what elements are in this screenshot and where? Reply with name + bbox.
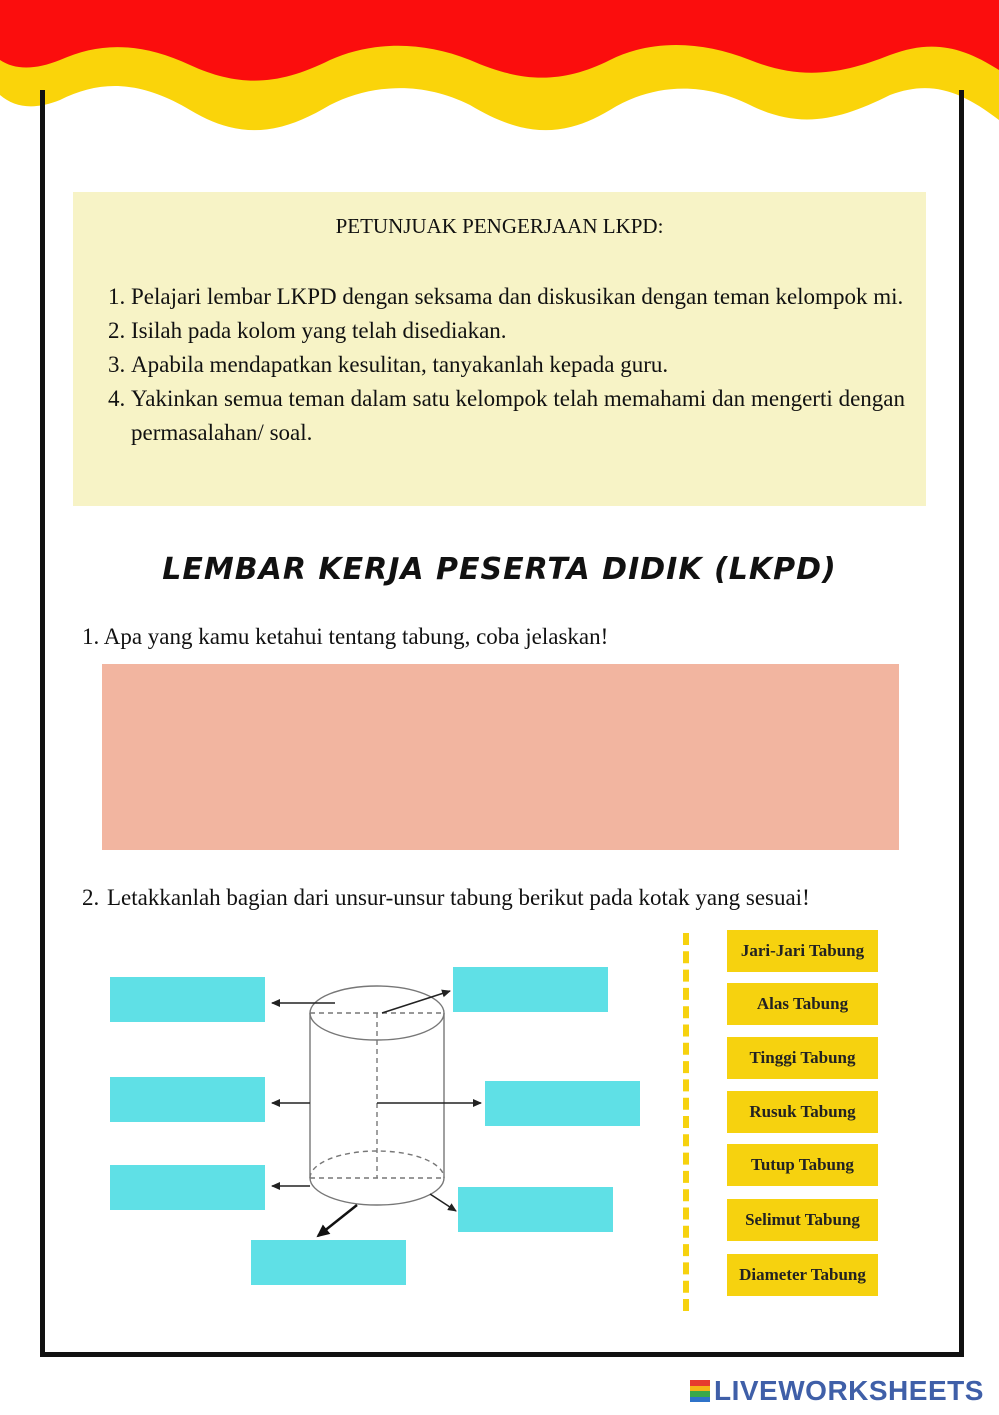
- instruction-text: Pelajari lembar LKPD dengan seksama dan diskusikan dengan teman kelompok mi.: [131, 284, 904, 309]
- instructions-list: [108, 280, 905, 450]
- label-rusuk-tabung[interactable]: Rusuk Tabung: [727, 1091, 878, 1133]
- instructions-title: PETUNJUAK PENGERJAAN LKPD:: [335, 214, 664, 238]
- dashed-divider: [683, 933, 695, 1311]
- drop-box-middle-left[interactable]: [110, 1077, 265, 1122]
- instruction-number: 4.: [108, 386, 126, 411]
- instruction-item: [108, 280, 905, 314]
- label-tutup-tabung[interactable]: Tutup Tabung: [727, 1144, 878, 1186]
- label-diameter-tabung[interactable]: Diameter Tabung: [727, 1254, 878, 1296]
- instruction-text: Yakinkan semua teman dalam satu kelompok telah memahami dan mengerti dengan permasalahan/ soal.: [131, 386, 905, 445]
- instruction-item: [108, 314, 905, 348]
- instruction-number: 2.: [108, 318, 126, 343]
- drop-box-middle-right[interactable]: [485, 1081, 640, 1126]
- instruction-item: [108, 382, 905, 450]
- footer-brand: [690, 1376, 984, 1406]
- label-jari-jari-tabung[interactable]: Jari-Jari Tabung: [727, 930, 878, 972]
- instruction-text: Apabila mendapatkan kesulitan, tanyakanlah kepada guru.: [131, 352, 669, 377]
- label-alas-tabung[interactable]: Alas Tabung: [727, 983, 878, 1025]
- instruction-item: [108, 348, 905, 382]
- liveworksheets-logo-icon: [690, 1380, 710, 1402]
- drop-box-top-right[interactable]: [453, 967, 608, 1012]
- question-1-answer-field[interactable]: [102, 664, 899, 850]
- drop-box-bottom-right[interactable]: [458, 1187, 613, 1232]
- question-2-text: [82, 880, 902, 916]
- instruction-number: 3.: [108, 352, 126, 377]
- brand-name: LIVEWORKSHEETS: [714, 1375, 984, 1406]
- instruction-text: Isilah pada kolom yang telah disediakan.: [131, 318, 507, 343]
- instructions-box: [73, 192, 926, 506]
- drop-box-bottom-center[interactable]: [251, 1240, 406, 1285]
- label-selimut-tabung[interactable]: Selimut Tabung: [727, 1199, 878, 1241]
- question-1-text: 1. Apa yang kamu ketahui tentang tabung, coba jelaskan!: [82, 624, 609, 649]
- drop-box-top-left[interactable]: [110, 977, 265, 1022]
- worksheet-title: LEMBAR KERJA PESERTA DIDIK (LKPD): [162, 552, 837, 587]
- question-2-prompt: Letakkanlah bagian dari unsur-unsur tabung berikut pada kotak yang sesuai!: [107, 885, 810, 910]
- question-2-number: 2.: [82, 885, 100, 910]
- instruction-number: 1.: [108, 284, 126, 309]
- label-tinggi-tabung[interactable]: Tinggi Tabung: [727, 1037, 878, 1079]
- drop-box-bottom-left[interactable]: [110, 1165, 265, 1210]
